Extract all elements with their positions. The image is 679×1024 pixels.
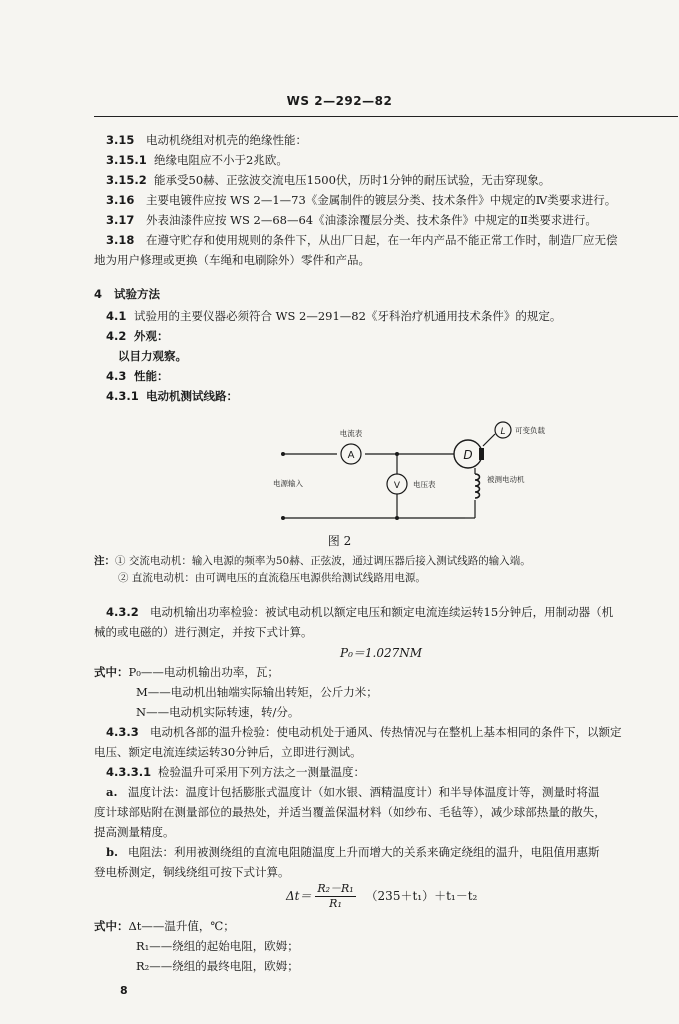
svg-text:A: A — [347, 450, 355, 461]
motor-test-circuit — [255, 418, 575, 530]
formula1-def-2: M——电动机出轴端实际输出转矩，公斤力米； — [136, 685, 378, 699]
clause-4-3-2-cont: 械的或电磁的）进行测定，并按下式计算。 — [94, 625, 313, 639]
page-header: WS 2—292—82 — [286, 94, 393, 108]
item-a: a. 温度计法：温度计包括膨胀式温度计（如水银、酒精温度计）和半导体温度计等，测量时将温 — [106, 785, 600, 799]
header-rule — [94, 116, 678, 117]
formula-output-power: P₀＝1.027NM — [340, 646, 423, 660]
clause-4-3-2: 4.3.2 电动机输出功率检验：被试电动机以额定电压和额定电流连续运转15分钟后，用制动器（机 — [106, 605, 614, 619]
item-b: b. 电阻法：利用被测绕组的直流电阻随温度上升而增大的关系来确定绕组的温升，电阻值用惠斯 — [106, 845, 600, 859]
formula-temperature-rise: Δt＝ $\frac{\text{R₂－R₁}}{\text{R₁}}$ （235＋t₁）＋t₁－t₂ — [286, 882, 478, 910]
page-number: 8 — [120, 984, 128, 997]
clause-3-16: 3.16 主要电镀件应按 WS 2—1—73《金属制件的镀层分类、技术条件》中规定的Ⅳ类要求进行。 — [106, 193, 617, 207]
svg-text:L: L — [500, 427, 506, 437]
formula2-def-1: 式中：Δt——温升值，℃； — [94, 919, 235, 933]
note-1: 注：① 交流电动机：输入电源的频率为50赫、正弦波，通过调压器后接入测试线路的输入端。 — [94, 555, 531, 567]
clause-4-2-body: 以目力观察。 — [118, 349, 187, 363]
svg-text:电压表: 电压表 — [413, 480, 436, 489]
clause-4-2: 4.2 外观： — [106, 329, 169, 343]
clause-4-3-3-1: 4.3.3.1 检验温升可采用下列方法之一测量温度： — [106, 765, 365, 779]
formula2-def-2: R₁——绕组的起始电阻，欧姆； — [136, 939, 299, 953]
formula1-def-3: N——电动机实际转速，转/分。 — [136, 705, 300, 719]
figure-title: 图 2 — [327, 534, 352, 548]
formula2-def-3: R₂——绕组的最终电阻，欧姆； — [136, 959, 299, 973]
field-coil-symbol — [475, 474, 480, 498]
clause-3-15: 3.15 电动机绕组对机壳的绝缘性能： — [106, 133, 307, 147]
clause-3-18-cont: 地为用户修理或更换（车绳和电刷除外）零件和产品。 — [94, 253, 370, 267]
clause-3-17: 3.17 外表油漆件应按 WS 2—68—64《油漆涂覆层分类、技术条件》中规定的Ⅱ类要求进行。 — [106, 213, 597, 227]
formula1-def-1: 式中：P₀——电动机输出功率，瓦； — [94, 665, 279, 679]
note-2: ② 直流电动机：由可调电压的直流稳压电源供给测试线路用电源。 — [118, 572, 426, 584]
clause-4-1: 4.1 试验用的主要仪器必须符合 WS 2—291—82《牙科治疗机通用技术条件》的规定。 — [106, 309, 562, 323]
clause-3-15-2: 3.15.2 能承受50赫、正弦波交流电压1500伏，历时1分钟的耐压试验，无击穿现象。 — [106, 173, 551, 187]
svg-text:被测电动机: 被测电动机 — [487, 475, 525, 484]
svg-text:V: V — [393, 481, 401, 491]
svg-text:电流表: 电流表 — [339, 429, 363, 438]
clause-4-3: 4.3 性能： — [106, 369, 169, 383]
svg-text:可变负载: 可变负载 — [515, 426, 545, 435]
svg-text:电源输入: 电源输入 — [273, 479, 303, 488]
item-a-cont-1: 度计球部贴附在测量部位的最热处，并适当覆盖保温材料（如纱布、毛毡等），减少球部热量的散失， — [94, 805, 606, 819]
item-b-cont: 登电桥测定，铜线绕组可按下式计算。 — [94, 865, 290, 879]
clause-4-3-1: 4.3.1 电动机测试线路： — [106, 389, 238, 403]
clause-3-18: 3.18 在遵守贮存和使用规则的条件下，从出厂日起，在一年内产品不能正常工作时，制造厂应无偿 — [106, 233, 618, 247]
clause-4-3-3-cont: 电压、额定电流连续运转30分钟后，立即进行测试。 — [94, 745, 362, 759]
clause-4-3-3: 4.3.3 电动机各部的温升检验：使电动机处于通风、传热情况与在整机上基本相同的条件下，以额定 — [106, 725, 622, 739]
svg-text:D: D — [463, 448, 473, 462]
item-a-cont-2: 提高测量精度。 — [94, 825, 175, 839]
section-4-heading: 4 试验方法 — [94, 287, 160, 301]
clause-3-15-1: 3.15.1 绝缘电阻应不小于2兆欧。 — [106, 153, 288, 167]
